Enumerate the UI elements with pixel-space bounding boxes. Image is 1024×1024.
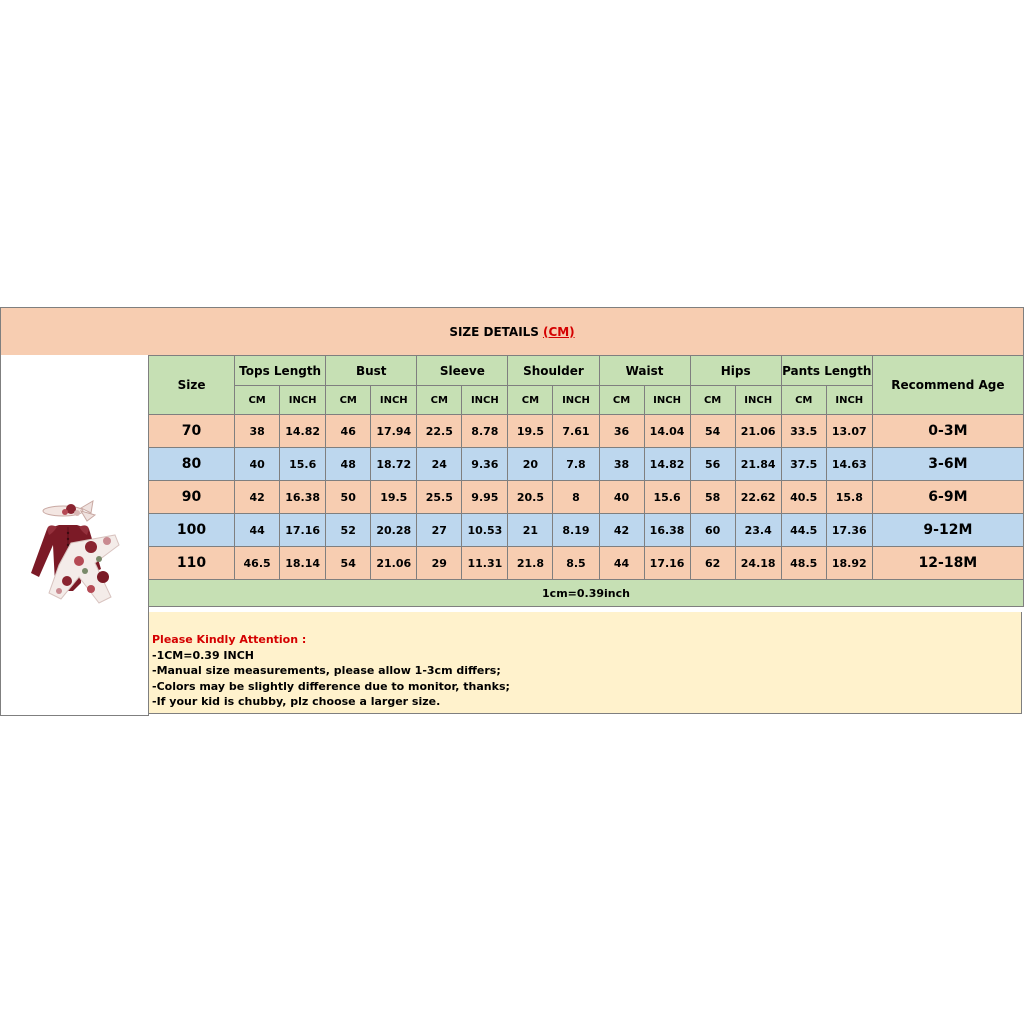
measurement-cell: 16.38 xyxy=(280,481,326,514)
measurement-cell: 42 xyxy=(599,514,644,547)
size-table xyxy=(148,355,1024,607)
measurement-cell: 46 xyxy=(326,415,371,448)
header-pants-length: Pants Length xyxy=(781,356,872,386)
size-cell: 110 xyxy=(149,547,235,580)
table-row xyxy=(149,481,1024,514)
measurement-cell: 27 xyxy=(417,514,462,547)
measurement-cell: 21.8 xyxy=(508,547,553,580)
table-row xyxy=(149,514,1024,547)
age-cell: 6-9M xyxy=(872,481,1023,514)
measurement-cell: 54 xyxy=(326,547,371,580)
table-row xyxy=(149,547,1024,580)
subheader-cm: CM xyxy=(235,386,280,415)
measurement-cell: 21.84 xyxy=(735,448,781,481)
measurement-cell: 38 xyxy=(235,415,280,448)
header-size: Size xyxy=(149,356,235,415)
table-row xyxy=(149,415,1024,448)
measurement-cell: 18.72 xyxy=(371,448,417,481)
measurement-cell: 19.5 xyxy=(371,481,417,514)
measurement-cell: 18.92 xyxy=(826,547,872,580)
age-cell: 3-6M xyxy=(872,448,1023,481)
measurement-cell: 17.94 xyxy=(371,415,417,448)
measurement-cell: 40 xyxy=(235,448,280,481)
measurement-cell: 24 xyxy=(417,448,462,481)
measurement-cell: 24.18 xyxy=(735,547,781,580)
header-bust: Bust xyxy=(326,356,417,386)
measurement-cell: 20 xyxy=(508,448,553,481)
measurement-cell: 17.16 xyxy=(644,547,690,580)
title-bar xyxy=(0,307,1024,356)
subheader-inch: INCH xyxy=(553,386,599,415)
measurement-cell: 48 xyxy=(326,448,371,481)
measurement-cell: 37.5 xyxy=(781,448,826,481)
product-photo xyxy=(0,355,149,716)
measurement-cell: 13.07 xyxy=(826,415,872,448)
measurement-cell: 60 xyxy=(690,514,735,547)
notes-panel xyxy=(148,612,1022,714)
conversion-note: 1cm=0.39inch xyxy=(149,580,1024,607)
measurement-cell: 8.19 xyxy=(553,514,599,547)
measurement-cell: 14.63 xyxy=(826,448,872,481)
notes-heading: Please Kindly Attention : xyxy=(152,633,307,646)
measurement-cell: 44.5 xyxy=(781,514,826,547)
measurement-cell: 33.5 xyxy=(781,415,826,448)
notes-line: -1CM=0.39 INCH xyxy=(152,648,255,662)
subheader-inch: INCH xyxy=(280,386,326,415)
size-rows xyxy=(149,415,1024,580)
measurement-cell: 44 xyxy=(599,547,644,580)
header-waist: Waist xyxy=(599,356,690,386)
size-cell: 100 xyxy=(149,514,235,547)
header-hips: Hips xyxy=(690,356,781,386)
measurement-cell: 54 xyxy=(690,415,735,448)
measurement-cell: 46.5 xyxy=(235,547,280,580)
measurement-cell: 21 xyxy=(508,514,553,547)
measurement-cell: 11.31 xyxy=(462,547,508,580)
subheader-cm: CM xyxy=(599,386,644,415)
measurement-cell: 22.62 xyxy=(735,481,781,514)
measurement-cell: 17.36 xyxy=(826,514,872,547)
subheader-cm: CM xyxy=(326,386,371,415)
measurement-cell: 21.06 xyxy=(371,547,417,580)
size-cell: 80 xyxy=(149,448,235,481)
title-unit: (CM) xyxy=(542,324,575,339)
measurement-cell: 15.6 xyxy=(644,481,690,514)
subheader-inch: INCH xyxy=(462,386,508,415)
measurement-cell: 9.36 xyxy=(462,448,508,481)
measurement-cell: 21.06 xyxy=(735,415,781,448)
notes-line: -Colors may be slightly difference due to monitor, thanks; xyxy=(152,679,510,693)
measurement-cell: 23.4 xyxy=(735,514,781,547)
measurement-cell: 7.61 xyxy=(553,415,599,448)
measurement-cell: 22.5 xyxy=(417,415,462,448)
measurement-cell: 25.5 xyxy=(417,481,462,514)
measurement-cell: 48.5 xyxy=(781,547,826,580)
measurement-cell: 14.82 xyxy=(644,448,690,481)
measurement-cell: 8.5 xyxy=(553,547,599,580)
subheader-cm: CM xyxy=(781,386,826,415)
measurement-cell: 16.38 xyxy=(644,514,690,547)
size-cell: 70 xyxy=(149,415,235,448)
measurement-cell: 44 xyxy=(235,514,280,547)
title-text: SIZE DETAILS xyxy=(449,324,539,339)
subheader-cm: CM xyxy=(690,386,735,415)
age-cell: 9-12M xyxy=(872,514,1023,547)
subheader-inch: INCH xyxy=(644,386,690,415)
measurement-cell: 15.6 xyxy=(280,448,326,481)
subheader-cm: CM xyxy=(508,386,553,415)
notes-line: -If your kid is chubby, plz choose a larger size. xyxy=(152,695,441,708)
measurement-cell: 56 xyxy=(690,448,735,481)
measurement-cell: 14.04 xyxy=(644,415,690,448)
measurement-cell: 36 xyxy=(599,415,644,448)
header-tops-length: Tops Length xyxy=(235,356,326,386)
measurement-cell: 40 xyxy=(599,481,644,514)
measurement-cell: 38 xyxy=(599,448,644,481)
measurement-cell: 18.14 xyxy=(280,547,326,580)
measurement-cell: 29 xyxy=(417,547,462,580)
measurement-cell: 62 xyxy=(690,547,735,580)
measurement-cell: 52 xyxy=(326,514,371,547)
measurement-cell: 42 xyxy=(235,481,280,514)
measurement-cell: 20.28 xyxy=(371,514,417,547)
subheader-inch: INCH xyxy=(371,386,417,415)
measurement-cell: 50 xyxy=(326,481,371,514)
measurement-cell: 10.53 xyxy=(462,514,508,547)
subheader-inch: INCH xyxy=(826,386,872,415)
measurement-cell: 14.82 xyxy=(280,415,326,448)
measurement-cell: 40.5 xyxy=(781,481,826,514)
age-cell: 12-18M xyxy=(872,547,1023,580)
table-row xyxy=(149,448,1024,481)
measurement-cell: 58 xyxy=(690,481,735,514)
measurement-cell: 7.8 xyxy=(553,448,599,481)
measurement-cell: 19.5 xyxy=(508,415,553,448)
size-chart xyxy=(0,307,1024,716)
measurement-cell: 15.8 xyxy=(826,481,872,514)
measurement-cell: 9.95 xyxy=(462,481,508,514)
header-recommend-age: Recommend Age xyxy=(872,356,1023,415)
subheader-cm: CM xyxy=(417,386,462,415)
measurement-cell: 17.16 xyxy=(280,514,326,547)
header-shoulder: Shoulder xyxy=(508,356,599,386)
measurement-cell: 20.5 xyxy=(508,481,553,514)
measurement-cell: 8 xyxy=(553,481,599,514)
subheader-inch: INCH xyxy=(735,386,781,415)
measurement-cell: 8.78 xyxy=(462,415,508,448)
notes-line: -Manual size measurements, please allow 1-3cm differs; xyxy=(152,664,501,677)
age-cell: 0-3M xyxy=(872,415,1023,448)
size-cell: 90 xyxy=(149,481,235,514)
outfit-illustration xyxy=(19,465,131,605)
header-sleeve: Sleeve xyxy=(417,356,508,386)
